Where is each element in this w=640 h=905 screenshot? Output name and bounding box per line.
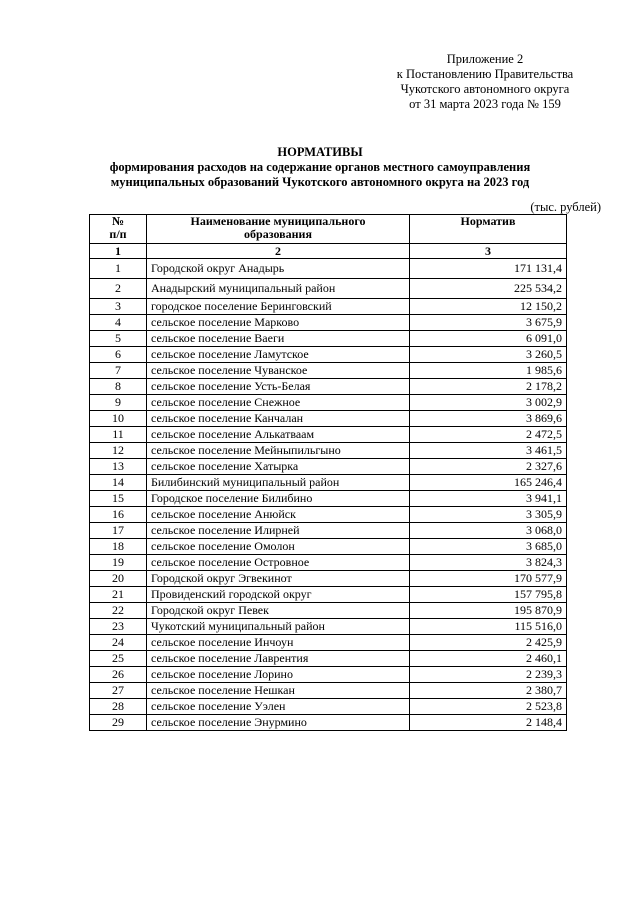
row-value: 3 068,0 <box>410 523 567 539</box>
row-value: 3 685,0 <box>410 539 567 555</box>
title-line: формирования расходов на содержание органов местного самоуправления <box>109 160 531 174</box>
row-num: 8 <box>90 379 147 395</box>
appendix-line: Приложение 2 <box>446 52 524 66</box>
row-num: 17 <box>90 523 147 539</box>
table-row <box>90 411 567 427</box>
table-row <box>90 443 567 459</box>
row-name: сельское поселение Снежное <box>147 395 410 411</box>
row-num: 1 <box>90 259 147 279</box>
row-value: 2 523,8 <box>410 699 567 715</box>
row-num: 11 <box>90 427 147 443</box>
row-num: 7 <box>90 363 147 379</box>
row-value: 3 461,5 <box>410 443 567 459</box>
row-value: 157 795,8 <box>410 587 567 603</box>
table-row <box>90 507 567 523</box>
table-row <box>90 651 567 667</box>
table-row <box>90 683 567 699</box>
header-name-line: Наименование муниципального <box>190 214 366 228</box>
row-value: 2 148,4 <box>410 715 567 731</box>
row-value: 3 305,9 <box>410 507 567 523</box>
column-number: 1 <box>90 244 147 259</box>
row-num: 9 <box>90 395 147 411</box>
row-value: 3 824,3 <box>410 555 567 571</box>
table-row <box>90 667 567 683</box>
table-row <box>90 715 567 731</box>
table-row <box>90 491 567 507</box>
row-value: 3 675,9 <box>410 315 567 331</box>
row-name: сельское поселение Мейныпильгыно <box>147 443 410 459</box>
table-row <box>90 459 567 475</box>
row-num: 15 <box>90 491 147 507</box>
row-value: 12 150,2 <box>410 299 567 315</box>
row-value: 2 460,1 <box>410 651 567 667</box>
row-num: 16 <box>90 507 147 523</box>
row-value: 195 870,9 <box>410 603 567 619</box>
row-name: Городской округ Певек <box>147 603 410 619</box>
row-num: 26 <box>90 667 147 683</box>
row-num: 6 <box>90 347 147 363</box>
row-num: 2 <box>90 279 147 299</box>
table-row <box>90 619 567 635</box>
row-num: 12 <box>90 443 147 459</box>
row-value: 3 941,1 <box>410 491 567 507</box>
header-name <box>147 215 410 244</box>
row-name: Чукотский муниципальный район <box>147 619 410 635</box>
header-norm: Норматив <box>410 215 567 244</box>
table-row <box>90 347 567 363</box>
row-name: Городской округ Анадырь <box>147 259 410 279</box>
table-row <box>90 475 567 491</box>
row-value: 1 985,6 <box>410 363 567 379</box>
table-row <box>90 363 567 379</box>
document-title <box>90 145 550 190</box>
title-line: НОРМАТИВЫ <box>277 145 363 159</box>
table-row <box>90 259 567 279</box>
row-name: сельское поселение Ламутское <box>147 347 410 363</box>
row-num: 5 <box>90 331 147 347</box>
row-name: городское поселение Беринговский <box>147 299 410 315</box>
row-num: 4 <box>90 315 147 331</box>
appendix-header <box>380 52 590 112</box>
table-row <box>90 379 567 395</box>
row-num: 3 <box>90 299 147 315</box>
units-label: (тыс. рублей) <box>530 200 601 214</box>
header-num-line: № <box>111 214 125 228</box>
row-name: сельское поселение Ваеги <box>147 331 410 347</box>
row-name: Провиденский городской округ <box>147 587 410 603</box>
row-num: 25 <box>90 651 147 667</box>
row-num: 28 <box>90 699 147 715</box>
table-row <box>90 555 567 571</box>
table-row <box>90 523 567 539</box>
row-name: сельское поселение Чуванское <box>147 363 410 379</box>
row-name: сельское поселение Инчоун <box>147 635 410 651</box>
row-name: сельское поселение Островное <box>147 555 410 571</box>
row-num: 29 <box>90 715 147 731</box>
table-header-row <box>90 215 567 244</box>
table-row <box>90 315 567 331</box>
row-value: 225 534,2 <box>410 279 567 299</box>
row-value: 115 516,0 <box>410 619 567 635</box>
row-name: сельское поселение Усть-Белая <box>147 379 410 395</box>
row-name: сельское поселение Энурмино <box>147 715 410 731</box>
row-value: 2 380,7 <box>410 683 567 699</box>
row-name: сельское поселение Лаврентия <box>147 651 410 667</box>
row-name: Билибинский муниципальный район <box>147 475 410 491</box>
table-row <box>90 427 567 443</box>
row-value: 165 246,4 <box>410 475 567 491</box>
row-num: 20 <box>90 571 147 587</box>
row-num: 24 <box>90 635 147 651</box>
row-num: 13 <box>90 459 147 475</box>
row-name: сельское поселение Лорино <box>147 667 410 683</box>
row-value: 6 091,0 <box>410 331 567 347</box>
column-number: 2 <box>147 244 410 259</box>
row-num: 10 <box>90 411 147 427</box>
row-name: сельское поселение Канчалан <box>147 411 410 427</box>
row-value: 2 472,5 <box>410 427 567 443</box>
row-name: сельское поселение Хатырка <box>147 459 410 475</box>
title-line: муниципальных образований Чукотского автономного округа на 2023 год <box>110 175 530 189</box>
table-row <box>90 699 567 715</box>
row-value: 2 425,9 <box>410 635 567 651</box>
row-value: 3 260,5 <box>410 347 567 363</box>
row-value: 2 239,3 <box>410 667 567 683</box>
row-num: 22 <box>90 603 147 619</box>
appendix-line: от 31 марта 2023 года № 159 <box>409 97 561 111</box>
table-row <box>90 331 567 347</box>
row-value: 171 131,4 <box>410 259 567 279</box>
appendix-line: Чукотского автономного округа <box>400 82 570 96</box>
row-value: 2 178,2 <box>410 379 567 395</box>
table-row <box>90 603 567 619</box>
norms-table <box>89 214 567 731</box>
table-row <box>90 635 567 651</box>
row-num: 21 <box>90 587 147 603</box>
row-name: Анадырский муниципальный район <box>147 279 410 299</box>
row-num: 18 <box>90 539 147 555</box>
row-name: сельское поселение Нешкан <box>147 683 410 699</box>
table-row <box>90 587 567 603</box>
row-num: 27 <box>90 683 147 699</box>
table-row <box>90 571 567 587</box>
row-name: сельское поселение Омолон <box>147 539 410 555</box>
table-row <box>90 395 567 411</box>
row-num: 19 <box>90 555 147 571</box>
header-name-line: образования <box>244 227 312 241</box>
row-name: сельское поселение Анюйск <box>147 507 410 523</box>
header-num-line: п/п <box>109 227 127 241</box>
row-name: сельское поселение Илирней <box>147 523 410 539</box>
row-name: сельское поселение Марково <box>147 315 410 331</box>
row-num: 14 <box>90 475 147 491</box>
header-num <box>90 215 147 244</box>
table-row <box>90 299 567 315</box>
table-row <box>90 279 567 299</box>
table-row <box>90 539 567 555</box>
row-num: 23 <box>90 619 147 635</box>
appendix-line: к Постановлению Правительства <box>396 67 574 81</box>
row-value: 170 577,9 <box>410 571 567 587</box>
row-name: Городское поселение Билибино <box>147 491 410 507</box>
row-name: Городской округ Эгвекинот <box>147 571 410 587</box>
row-value: 2 327,6 <box>410 459 567 475</box>
column-number: 3 <box>410 244 567 259</box>
row-name: сельское поселение Алькатваам <box>147 427 410 443</box>
row-value: 3 869,6 <box>410 411 567 427</box>
row-name: сельское поселение Уэлен <box>147 699 410 715</box>
row-value: 3 002,9 <box>410 395 567 411</box>
column-number-row <box>90 244 567 259</box>
